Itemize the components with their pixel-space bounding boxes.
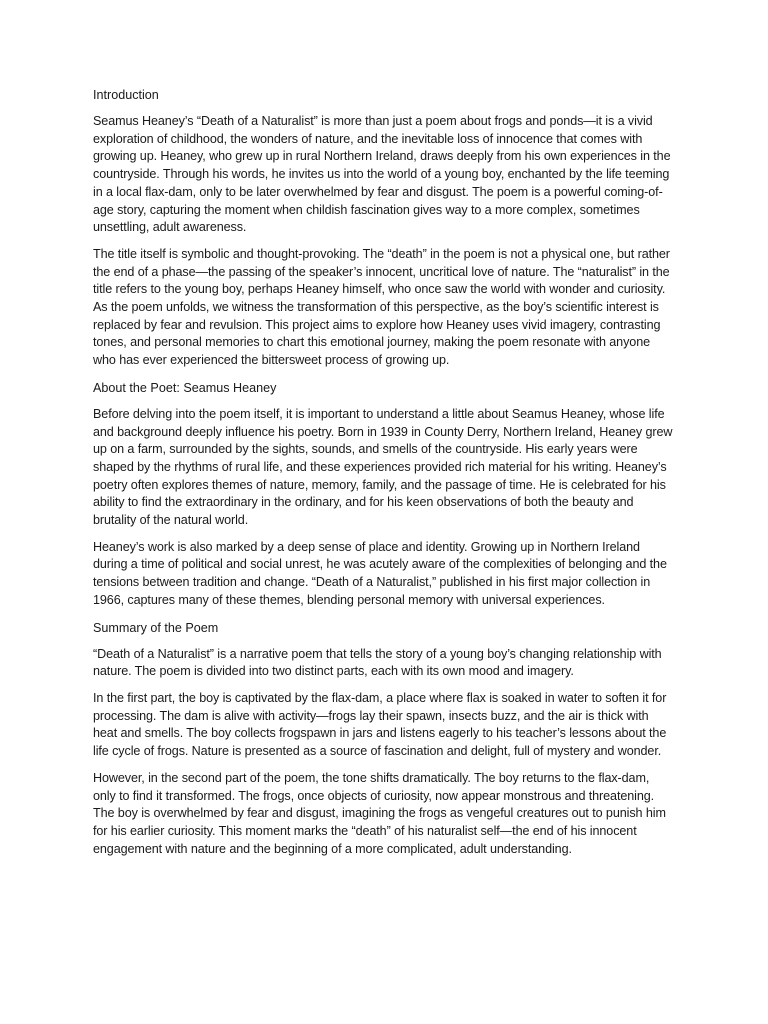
paragraph: In the first part, the boy is captivated by the flax-dam, a place where flax is soaked in water to soften it for processing. The dam is alive with activity—frogs lay their spawn, insects buzz, and the air is thick with heat and smells. The boy collects frogspawn in jars and listens eagerly to his teacher’s lessons about the life cycle of frogs. Nature is presented as a source of fascination and delight, full of mystery and wonder.: [93, 690, 667, 759]
document-page: [93, 86, 673, 867]
paragraph: However, in the second part of the poem, the tone shifts dramatically. The boy returns to the flax-dam, only to find it transformed. The frogs, once objects of curiosity, now appear monstrous and threatening. The boy is overwhelmed by fear and disgust, imagining the frogs as vengeful creatures out to punish him for his earlier curiosity. This moment marks the “death” of his naturalist self—the end of his innocent engagement with nature and the beginning of a more complicated, adult understanding.: [93, 770, 666, 856]
paragraph: “Death of a Naturalist” is a narrative poem that tells the story of a young boy’s changing relationship with nature. The poem is divided into two distinct parts, each with its own mood and imagery.: [93, 646, 662, 679]
paragraph: Heaney’s work is also marked by a deep sense of place and identity. Growing up in Northern Ireland during a time of political and social unrest, he was acutely aware of the complexities of belonging and the tensions between tradition and change. “Death of a Naturalist,” published in his first major collection in 1966, captures many of these themes, blending personal memory with universal experiences.: [93, 539, 667, 607]
heading-introduction: Introduction: [93, 88, 159, 102]
paragraph: The title itself is symbolic and thought-provoking. The “death” in the poem is not a physical one, but rather the end of a phase—the passing of the speaker’s innocent, uncritical love of nature. The “naturalist” in the title refers to the young boy, perhaps Heaney himself, who once saw the world with wonder and curiosity. As the poem unfolds, we witness the transformation of this perspective, as the boy’s scientific interest is replaced by fear and revulsion. This project aims to explore how Heaney uses vivid imagery, contrasting tones, and personal memories to chart this emotional journey, making the poem resonate with anyone who has ever experienced the bittersweet process of growing up.: [93, 246, 670, 368]
heading-summary-of-the-poem: Summary of the Poem: [93, 620, 219, 635]
paragraph: Before delving into the poem itself, it is important to understand a little about Seamus Heaney, whose life and background deeply influence his poetry. Born in 1939 in County Derry, Northern Ireland, Heaney grew up on a farm, surrounded by the sights, sounds, and smells of the countryside. His early years were shaped by the rhythms of rural life, and these experiences provided rich material for his writing. Heaney’s poetry often explores themes of nature, memory, family, and the passage of time. He is celebrated for his ability to find the extraordinary in the ordinary, and for his keen observations of both the beauty and brutality of the natural world.: [93, 406, 673, 528]
paragraph: Seamus Heaney’s “Death of a Naturalist” is more than just a poem about frogs and ponds—it is a vivid exploration of childhood, the wonders of nature, and the inevitable loss of innocence that comes with growing up. Heaney, who grew up in rural Northern Ireland, draws deeply from his own experiences in the countryside. Through his words, he invites us into the world of a young boy, enchanted by the life teeming in a local flax-dam, only to be later overwhelmed by fear and disgust. The poem is a powerful coming-of-age story, capturing the moment when childish fascination gives way to a more complex, sometimes unsettling, adult awareness.: [93, 114, 671, 235]
heading-about-the-poet: About the Poet: Seamus Heaney: [93, 380, 277, 395]
